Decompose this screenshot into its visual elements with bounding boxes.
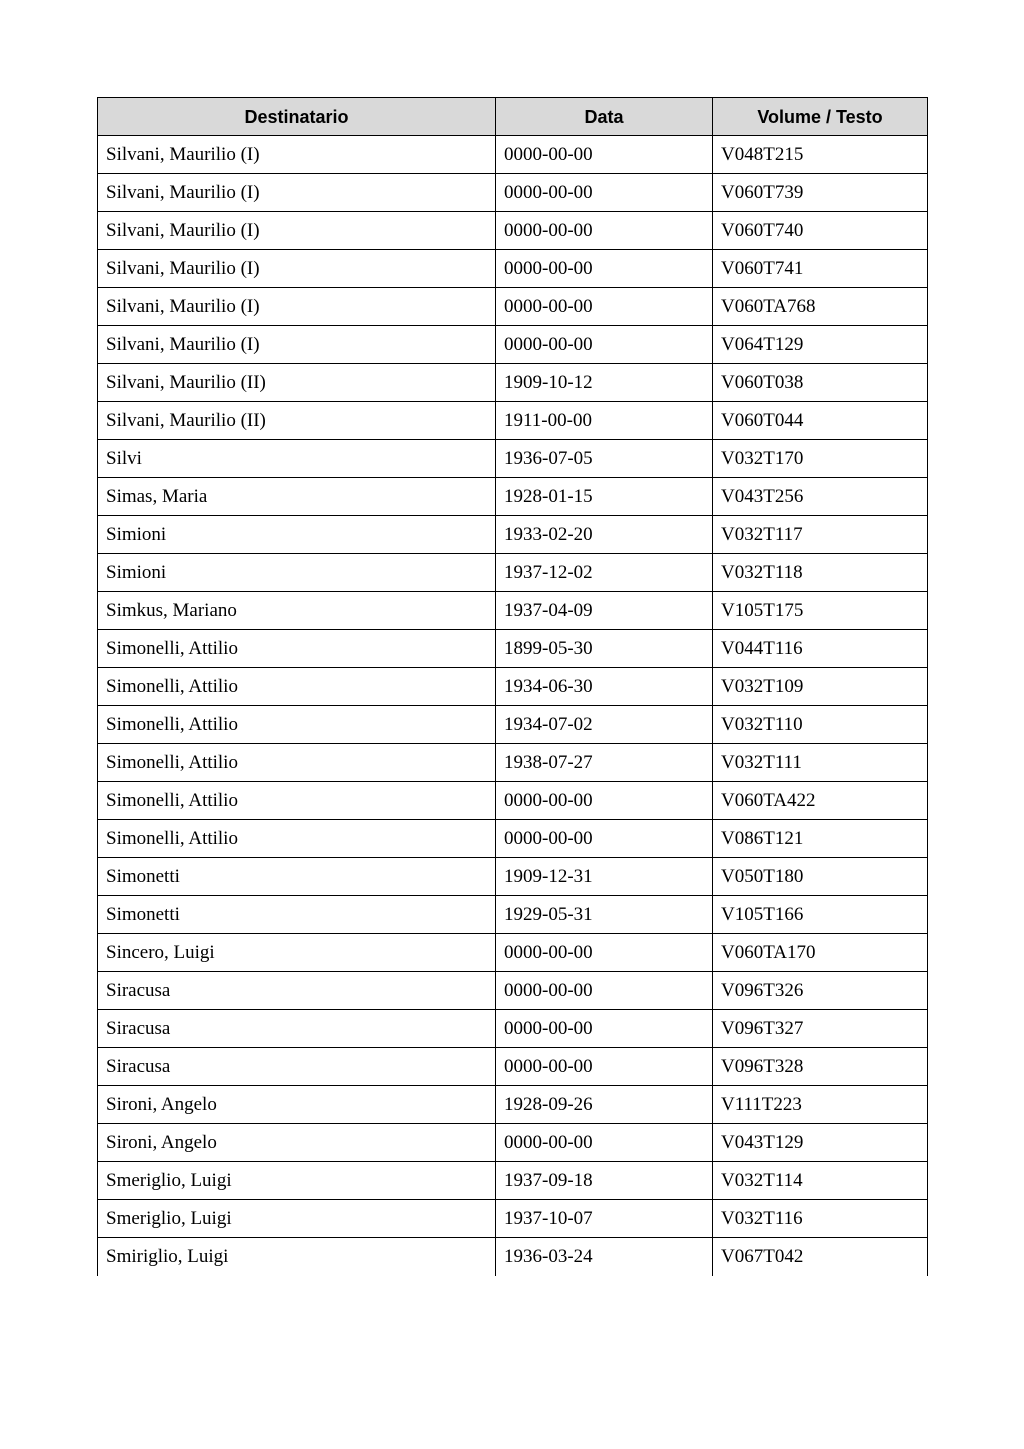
- cell-data: 1909-10-12: [496, 364, 713, 402]
- cell-data: 0000-00-00: [496, 136, 713, 174]
- cell-volume-testo: V105T166: [713, 896, 928, 934]
- cell-data: 1933-02-20: [496, 516, 713, 554]
- cell-volume-testo: V060TA170: [713, 934, 928, 972]
- table-row: [98, 326, 928, 364]
- cell-destinatario: Smiriglio, Luigi: [98, 1238, 496, 1276]
- table-row: [98, 364, 928, 402]
- cell-data: 0000-00-00: [496, 212, 713, 250]
- cell-destinatario: Simonelli, Attilio: [98, 782, 496, 820]
- cell-volume-testo: V032T110: [713, 706, 928, 744]
- cell-destinatario: Simonetti: [98, 858, 496, 896]
- cell-destinatario: Silvani, Maurilio (I): [98, 288, 496, 326]
- cell-destinatario: Siracusa: [98, 972, 496, 1010]
- cell-volume-testo: V096T327: [713, 1010, 928, 1048]
- cell-destinatario: Silvani, Maurilio (I): [98, 136, 496, 174]
- table-row: [98, 478, 928, 516]
- cell-data: 1929-05-31: [496, 896, 713, 934]
- cell-volume-testo: V096T328: [713, 1048, 928, 1086]
- cell-data: 0000-00-00: [496, 782, 713, 820]
- cell-data: 0000-00-00: [496, 1048, 713, 1086]
- cell-volume-testo: V032T116: [713, 1200, 928, 1238]
- cell-data: 1928-09-26: [496, 1086, 713, 1124]
- cell-data: 0000-00-00: [496, 288, 713, 326]
- cell-destinatario: Silvani, Maurilio (II): [98, 402, 496, 440]
- table-row: [98, 1010, 928, 1048]
- table-row: [98, 440, 928, 478]
- cell-data: 0000-00-00: [496, 972, 713, 1010]
- cell-data: 1937-12-02: [496, 554, 713, 592]
- cell-volume-testo: V060T044: [713, 402, 928, 440]
- cell-destinatario: Silvi: [98, 440, 496, 478]
- table-row: [98, 706, 928, 744]
- cell-volume-testo: V060T038: [713, 364, 928, 402]
- cell-data: 1934-07-02: [496, 706, 713, 744]
- cell-data: 0000-00-00: [496, 934, 713, 972]
- table-row: [98, 744, 928, 782]
- table-row: [98, 136, 928, 174]
- cell-data: 1911-00-00: [496, 402, 713, 440]
- cell-destinatario: Simas, Maria: [98, 478, 496, 516]
- cell-destinatario: Simonetti: [98, 896, 496, 934]
- table-row: [98, 1238, 928, 1276]
- cell-destinatario: Simonelli, Attilio: [98, 630, 496, 668]
- cell-volume-testo: V060TA422: [713, 782, 928, 820]
- cell-volume-testo: V043T129: [713, 1124, 928, 1162]
- cell-data: 1937-04-09: [496, 592, 713, 630]
- table-row: [98, 782, 928, 820]
- table-body: [98, 136, 928, 1276]
- table-row: [98, 972, 928, 1010]
- cell-data: 1934-06-30: [496, 668, 713, 706]
- cell-destinatario: Silvani, Maurilio (I): [98, 174, 496, 212]
- cell-destinatario: Silvani, Maurilio (II): [98, 364, 496, 402]
- cell-data: 0000-00-00: [496, 250, 713, 288]
- cell-volume-testo: V032T117: [713, 516, 928, 554]
- cell-volume-testo: V111T223: [713, 1086, 928, 1124]
- cell-volume-testo: V060T740: [713, 212, 928, 250]
- table-row: [98, 896, 928, 934]
- cell-destinatario: Siracusa: [98, 1048, 496, 1086]
- table-row: [98, 288, 928, 326]
- table-row: [98, 1124, 928, 1162]
- table-header: [98, 98, 928, 136]
- cell-volume-testo: V048T215: [713, 136, 928, 174]
- table-row: [98, 174, 928, 212]
- cell-destinatario: Sincero, Luigi: [98, 934, 496, 972]
- table-row: [98, 630, 928, 668]
- cell-data: 1938-07-27: [496, 744, 713, 782]
- cell-data: 1936-03-24: [496, 1238, 713, 1276]
- table-row: [98, 1162, 928, 1200]
- cell-destinatario: Simonelli, Attilio: [98, 744, 496, 782]
- table-row: [98, 668, 928, 706]
- cell-volume-testo: V060T739: [713, 174, 928, 212]
- cell-data: 0000-00-00: [496, 326, 713, 364]
- table-row: [98, 820, 928, 858]
- cell-volume-testo: V060T741: [713, 250, 928, 288]
- column-header-volume-testo: Volume / Testo: [713, 98, 928, 136]
- cell-data: 0000-00-00: [496, 1010, 713, 1048]
- cell-volume-testo: V067T042: [713, 1238, 928, 1276]
- cell-destinatario: Smeriglio, Luigi: [98, 1200, 496, 1238]
- cell-destinatario: Simonelli, Attilio: [98, 706, 496, 744]
- cell-data: 1899-05-30: [496, 630, 713, 668]
- cell-destinatario: Siracusa: [98, 1010, 496, 1048]
- cell-data: 1937-10-07: [496, 1200, 713, 1238]
- cell-volume-testo: V105T175: [713, 592, 928, 630]
- cell-data: 0000-00-00: [496, 820, 713, 858]
- cell-data: 1936-07-05: [496, 440, 713, 478]
- cell-data: 1937-09-18: [496, 1162, 713, 1200]
- column-header-destinatario: Destinatario: [98, 98, 496, 136]
- table-row: [98, 212, 928, 250]
- cell-destinatario: Sironi, Angelo: [98, 1124, 496, 1162]
- table-row: [98, 402, 928, 440]
- cell-destinatario: Silvani, Maurilio (I): [98, 326, 496, 364]
- table-row: [98, 1200, 928, 1238]
- cell-destinatario: Silvani, Maurilio (I): [98, 250, 496, 288]
- cell-data: 1909-12-31: [496, 858, 713, 896]
- table-row: [98, 1086, 928, 1124]
- table-row: [98, 934, 928, 972]
- cell-volume-testo: V096T326: [713, 972, 928, 1010]
- cell-data: 0000-00-00: [496, 174, 713, 212]
- cell-volume-testo: V043T256: [713, 478, 928, 516]
- cell-destinatario: Sironi, Angelo: [98, 1086, 496, 1124]
- cell-data: 0000-00-00: [496, 1124, 713, 1162]
- table-row: [98, 1048, 928, 1086]
- cell-destinatario: Silvani, Maurilio (I): [98, 212, 496, 250]
- table-row: [98, 592, 928, 630]
- correspondence-index-table: [97, 97, 928, 1276]
- table-row: [98, 516, 928, 554]
- cell-destinatario: Simioni: [98, 554, 496, 592]
- table-row: [98, 858, 928, 896]
- table-row: [98, 554, 928, 592]
- cell-data: 1928-01-15: [496, 478, 713, 516]
- cell-destinatario: Simonelli, Attilio: [98, 820, 496, 858]
- cell-destinatario: Simkus, Mariano: [98, 592, 496, 630]
- cell-volume-testo: V032T118: [713, 554, 928, 592]
- cell-destinatario: Simonelli, Attilio: [98, 668, 496, 706]
- header-row: [98, 98, 928, 136]
- cell-volume-testo: V044T116: [713, 630, 928, 668]
- cell-destinatario: Simioni: [98, 516, 496, 554]
- cell-destinatario: Smeriglio, Luigi: [98, 1162, 496, 1200]
- cell-volume-testo: V032T170: [713, 440, 928, 478]
- cell-volume-testo: V064T129: [713, 326, 928, 364]
- cell-volume-testo: V032T114: [713, 1162, 928, 1200]
- cell-volume-testo: V050T180: [713, 858, 928, 896]
- cell-volume-testo: V086T121: [713, 820, 928, 858]
- table-row: [98, 250, 928, 288]
- cell-volume-testo: V032T111: [713, 744, 928, 782]
- cell-volume-testo: V060TA768: [713, 288, 928, 326]
- column-header-data: Data: [496, 98, 713, 136]
- cell-volume-testo: V032T109: [713, 668, 928, 706]
